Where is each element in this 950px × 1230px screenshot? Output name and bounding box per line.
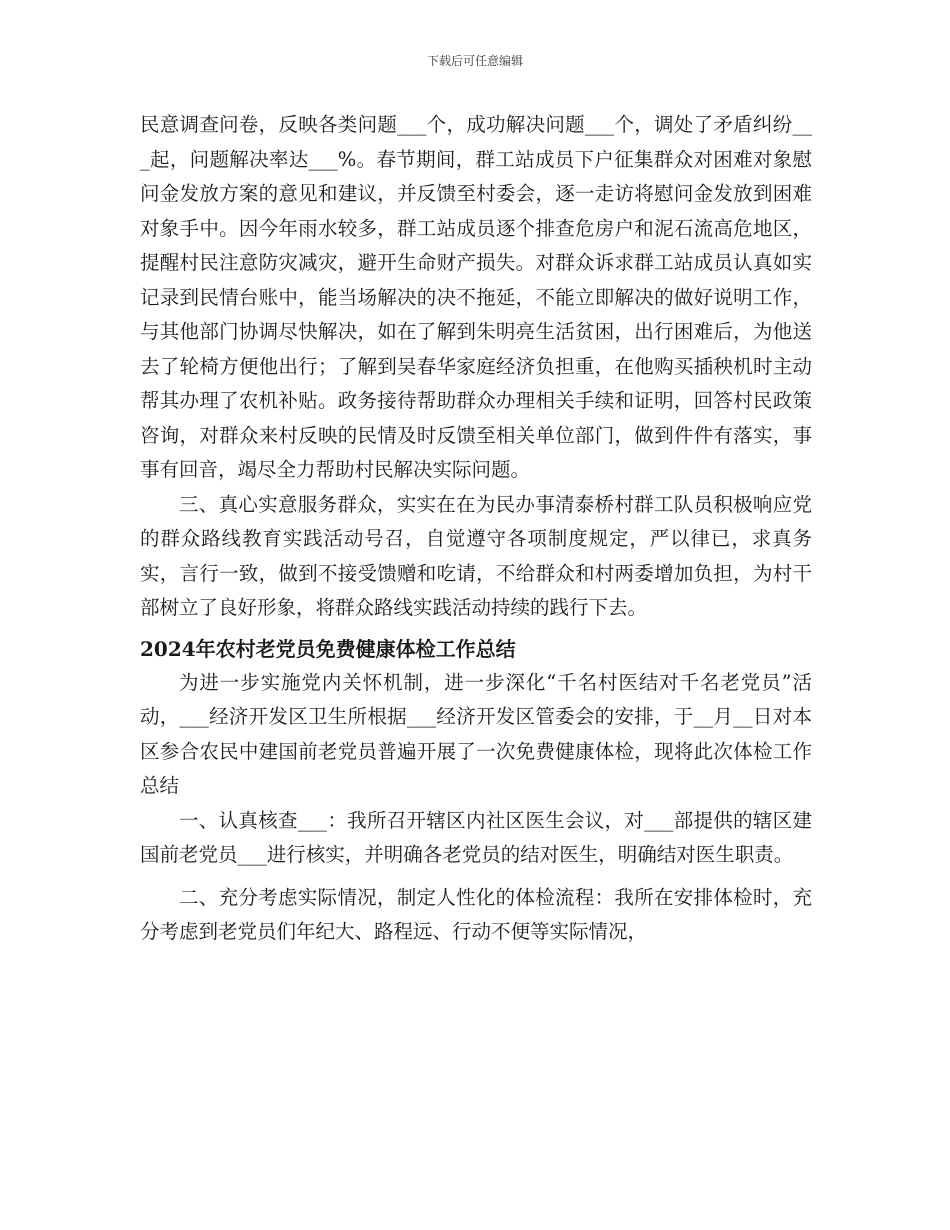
paragraph-continuation: 民意调查问卷，反映各类问题___个，成功解决问题___个，调处了矛盾纠纷___起，问题解决率达___%。春节期间，群工站成员下户征集群众对困难对象慰问金发放方案的意见和建议，并反馈至村委会，逐一走访将慰问金发放到困难对象手中。因今年雨水较多，群工站成员逐个排查危房户和泥石流高危地区，提醒村民注意防灾减灾，避开生命财产损失。对群众诉求群工站成员认真如实记录到民情台账中，能当场解决的决不拖延，不能立即解决的做好说明工作，与其他部门协调尽快解决，如在了解到朱明亮生活贫困，出行困难后，为他送去了轮椅方便他出行；了解到吴春华家庭经济负担重，在他购买插秧机时主动帮其办理了农机补贴。政务接待帮助群众办理相关手续和证明，回答村民政策咨询，对群众来村反映的民情及时反馈至相关单位部门，做到件件有落实，事事有回音，竭尽全力帮助村民解决实际问题。: [140, 113, 812, 481]
section-title: 2024年农村老党员免费健康体检工作总结: [140, 636, 516, 661]
document-body: [140, 108, 812, 950]
page-header: 下载后可任意编辑: [426, 54, 523, 68]
paragraph-section-three: 三、真心实意服务群众，实实在在为民办事清泰桥村群工队员积极响应党的群众路线教育实践活动号召，自觉遵守各项制度规定，严以律已，求真务实，言行一致，做到不接受馈赠和吃请，不给群众和村两委增加负担，为村干部树立了良好形象，将群众路线实践活动持续的践行下去。: [140, 492, 812, 619]
paragraph-intro: 为进一步实施党内关怀机制，进一步深化“千名村医结对千名老党员”活动，___经济开发区卫生所根据___经济开发区管委会的安排，于__月__日对本区参合农民中建国前老党员普遍开展了一次免费健康体检，现将此次体检工作总结: [140, 670, 812, 797]
paragraph-item-one: 一、认真核查___：我所召开辖区内社区医生会议，对___部提供的辖区建国前老党员___进行核实，并明确各老党员的结对医生，明确结对医生职责。: [140, 808, 812, 866]
paragraph-item-two: 二、充分考虑实际情况，制定人性化的体检流程：我所在安排体检时，充分考虑到老党员们年纪大、路程远、行动不便等实际情况，: [140, 885, 812, 943]
